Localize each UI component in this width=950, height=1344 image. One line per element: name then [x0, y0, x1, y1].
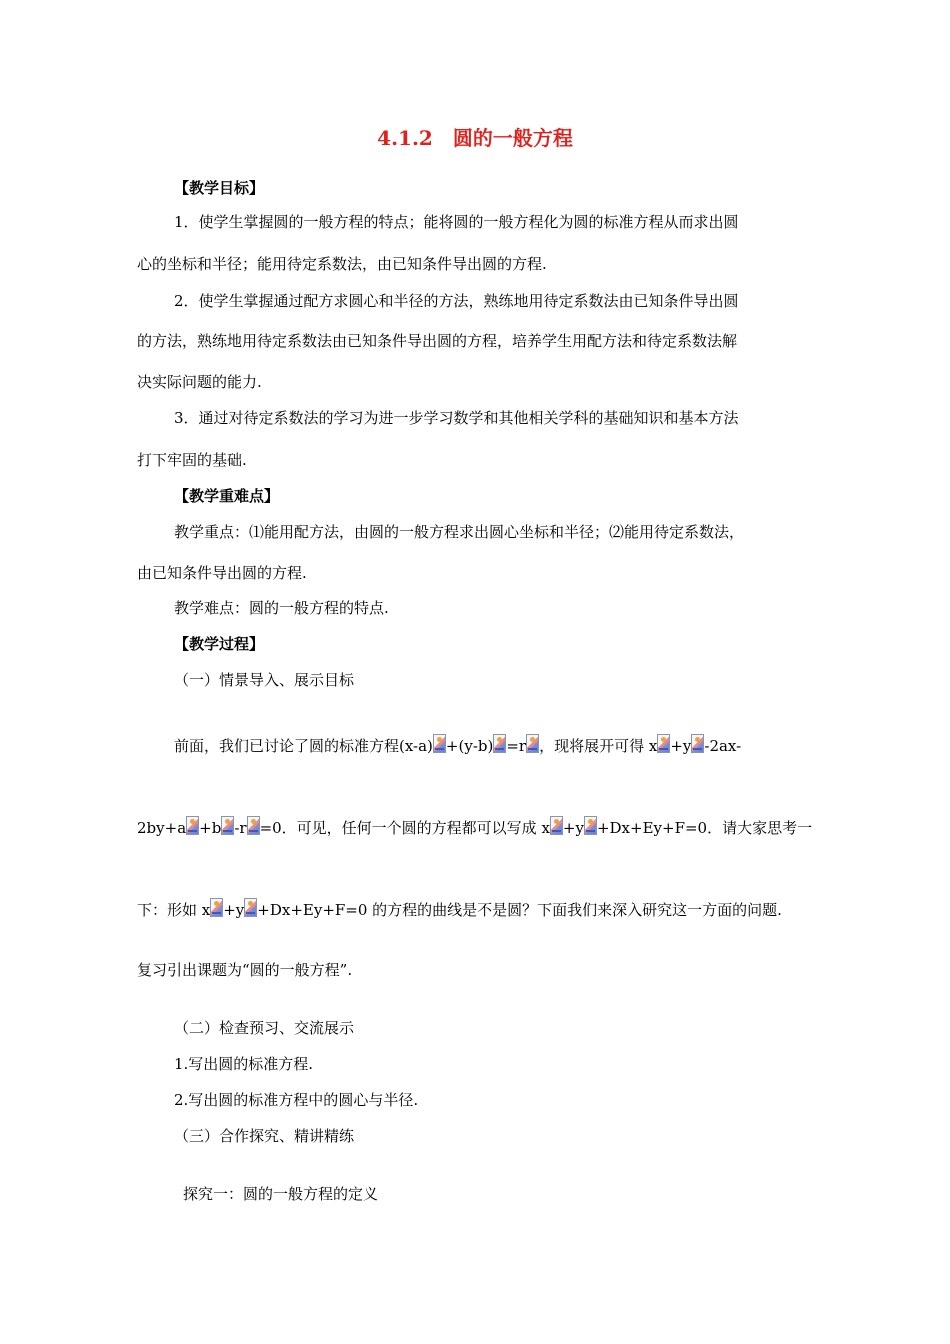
intro-text: +y — [562, 819, 584, 837]
goal-2-line-2: 的方法，熟练地用待定系数法由已知条件导出圆的方程，培养学生用配方法和待定系数法解 — [137, 332, 738, 350]
goal-3-line-1: 3．通过对待定系数法的学习为进一步学习数学和其他相关学科的基础知识和基本方法 — [174, 409, 739, 427]
review-line: 复习引出课题为“圆的一般方程”. — [137, 961, 353, 979]
intro-text: -2ax- — [704, 737, 742, 755]
intro-line-2 — [137, 816, 812, 838]
intro-text: +Dx+Ey+F=0 的方程的曲线是不是圆？下面我们来深入研究这一方面的问题. — [257, 901, 782, 919]
intro-text: 下：形如 x — [137, 901, 211, 919]
goal-1-line-1: 1．使学生掌握圆的一般方程的特点；能将圆的一般方程化为圆的标准方程从而求出圆 — [174, 213, 739, 231]
image-placeholder-icon — [433, 734, 446, 753]
intro-text: +Dx+Ey+F=0．请大家思考一 — [596, 819, 813, 837]
page-title: 4.1.2 圆的一般方程 — [377, 126, 573, 150]
goal-2-line-1: 2．使学生掌握通过配方求圆心和半径的方法，熟练地用待定系数法由已知条件导出圆 — [174, 292, 739, 310]
goal-1-line-2: 心的坐标和半径；能用待定系数法，由已知条件导出圆的方程. — [137, 255, 547, 273]
goals-heading: 【教学目标】 — [174, 179, 265, 197]
goal-3-line-2: 打下牢固的基础. — [137, 451, 247, 469]
image-placeholder-icon — [493, 734, 506, 753]
image-placeholder-icon — [247, 816, 260, 835]
image-placeholder-icon — [210, 898, 223, 917]
image-placeholder-icon — [584, 816, 597, 835]
intro-text: +y — [670, 737, 692, 755]
intro-text: =0．可见，任何一个圆的方程都可以写成 x — [259, 819, 550, 837]
intro-line-3 — [137, 898, 782, 920]
explore-1-heading: 探究一：圆的一般方程的定义 — [183, 1185, 379, 1203]
intro-text: ，现将展开可得 x — [539, 737, 658, 755]
process-heading: 【教学过程】 — [174, 635, 265, 653]
image-placeholder-icon — [221, 816, 234, 835]
image-placeholder-icon — [186, 816, 199, 835]
step-3: （三）合作探究、精讲精练 — [174, 1127, 355, 1145]
key-line-1: 教学重点：⑴能用配方法，由圆的一般方程求出圆心坐标和半径；⑵能用待定系数法， — [174, 523, 745, 541]
intro-text: -r — [234, 819, 247, 837]
image-placeholder-icon — [526, 734, 539, 753]
intro-text: =r — [506, 737, 527, 755]
intro-text: 前面，我们已讨论了圆的标准方程(x-a) — [174, 737, 433, 755]
image-placeholder-icon — [657, 734, 670, 753]
intro-line-1 — [174, 734, 741, 756]
list-item-1: 1.写出圆的标准方程. — [174, 1055, 314, 1073]
goal-2-line-3: 决实际问题的能力. — [137, 373, 262, 391]
image-placeholder-icon — [691, 734, 704, 753]
image-placeholder-icon — [244, 898, 257, 917]
key-line-2: 由已知条件导出圆的方程. — [137, 564, 307, 582]
step-1: （一）情景导入、展示目标 — [174, 671, 355, 689]
step-2: （二）检查预习、交流展示 — [174, 1019, 355, 1037]
difficult-line: 教学难点：圆的一般方程的特点. — [174, 599, 389, 617]
keypoints-heading: 【教学重难点】 — [174, 487, 280, 505]
intro-text: +y — [223, 901, 245, 919]
intro-text: +(y-b) — [445, 737, 494, 755]
intro-text: +b — [199, 819, 222, 837]
image-placeholder-icon — [550, 816, 563, 835]
intro-text: 2by+a — [137, 819, 187, 837]
list-item-2: 2.写出圆的标准方程中的圆心与半径. — [174, 1091, 419, 1109]
